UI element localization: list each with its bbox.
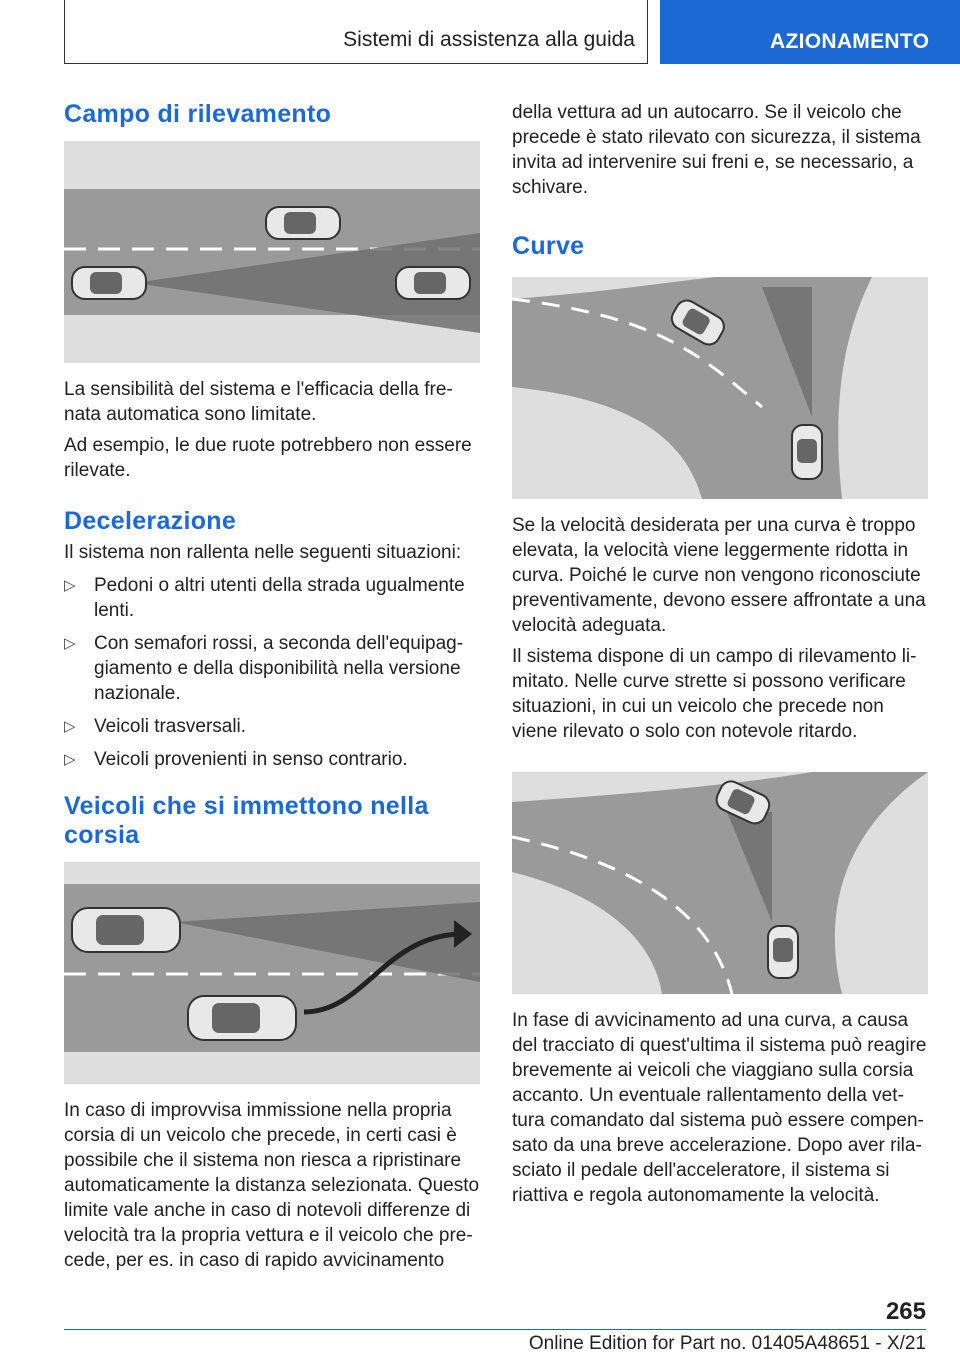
- paragraph: Se la velocità desiderata per una curva è troppo elevata, la velocità viene leggermente ridotta in curva. Poiché le curve non vengono riconosciute preventivamente, devono essere affrontate a una velocità adeguata.: [512, 515, 926, 636]
- header-chapter-tab: [660, 0, 960, 64]
- car-icon: [768, 926, 798, 978]
- heading-veicoli-immettono: Veicoli che si immettono nella corsia: [64, 792, 429, 849]
- triangle-right-icon: ▷: [64, 751, 76, 768]
- car-icon: [72, 267, 146, 299]
- heading-curve: Curve: [512, 232, 585, 260]
- car-icon: [188, 996, 296, 1040]
- car-icon: [792, 425, 822, 479]
- triangle-right-icon: ▷: [64, 577, 76, 594]
- header-section-title: Sistemi di assistenza alla guida: [343, 28, 635, 51]
- figure-curve-adjacent-lane: [512, 772, 928, 994]
- triangle-right-icon: ▷: [64, 635, 76, 652]
- figure-curve-speed: [512, 277, 928, 499]
- page-number: 265: [885, 1298, 926, 1325]
- list-item: ▷ Pedoni o altri utenti della strada ugualmente lenti.: [64, 575, 465, 621]
- triangle-right-icon: ▷: [64, 718, 76, 735]
- list-item: ▷ Veicoli trasversali.: [64, 716, 247, 737]
- paragraph: della vettura ad un autocarro. Se il veicolo che precede è stato rilevato con sicurezza, il sistema invita ad intervenire sui freni e, se necessario, a schivare.: [512, 102, 921, 198]
- paragraph: In fase di avvicinamento ad una curva, a causa del tracciato di quest'ultima il sistema può reagire brevemente ai veicoli che viaggiano sulla corsia accanto. Un eventuale rallentamento della vet-tura comandato dal sistema può essere compen-sato da una breve accelerazione. Dopo aver rila-sciato il pedale dell'acceleratore, il sistema si riattiva e regola autonomamente la velocità.: [512, 1010, 927, 1206]
- figure-cut-in: [64, 862, 480, 1084]
- paragraph: La sensibilità del sistema e l'efficacia della fre-nata automatica sono limitate.: [64, 379, 453, 425]
- right-column: [512, 100, 928, 1214]
- heading-decelerazione: Decelerazione: [64, 507, 237, 535]
- footer-divider: [64, 1329, 926, 1330]
- list-item: ▷ Con semafori rossi, a seconda dell'equipag-giamento e della disponibilità nella versione nazionale.: [64, 633, 464, 704]
- list-item: ▷ Veicoli provenienti in senso contrario.: [64, 749, 408, 770]
- figure-detection-range: [64, 141, 480, 363]
- paragraph: Il sistema non rallenta nelle seguenti situazioni:: [64, 542, 462, 563]
- car-icon: [266, 207, 340, 239]
- paragraph: Il sistema dispone di un campo di rilevamento li-mitato. Nelle curve strette si possono verificare situazioni, in cui un veicolo che precede non viene rilevato o solo con notevole ritardo.: [512, 646, 917, 742]
- heading-campo-rilevamento: Campo di rilevamento: [64, 100, 332, 128]
- header-section-box: [64, 0, 648, 64]
- paragraph: In caso di improvvisa immissione nella propria corsia di un veicolo che precede, in certi casi è possibile che il sistema non riesca a ripristinare automaticamente la distanza selezionata. Questo limite vale anche in caso di notevoli differenze di velocità tra la propria vettura e il veicolo che pre-cede, per es. in caso di rapido avvicinamento: [64, 1100, 480, 1271]
- left-column: [64, 100, 480, 1279]
- car-icon: [72, 908, 180, 952]
- header-chapter-label: AZIONAMENTO: [770, 30, 930, 53]
- paragraph: Ad esempio, le due ruote potrebbero non essere rilevate.: [64, 435, 472, 481]
- footer-edition: Online Edition for Part no. 01405A48651 - X/21: [528, 1333, 926, 1354]
- bullet-list: [64, 573, 480, 772]
- car-icon: [396, 267, 470, 299]
